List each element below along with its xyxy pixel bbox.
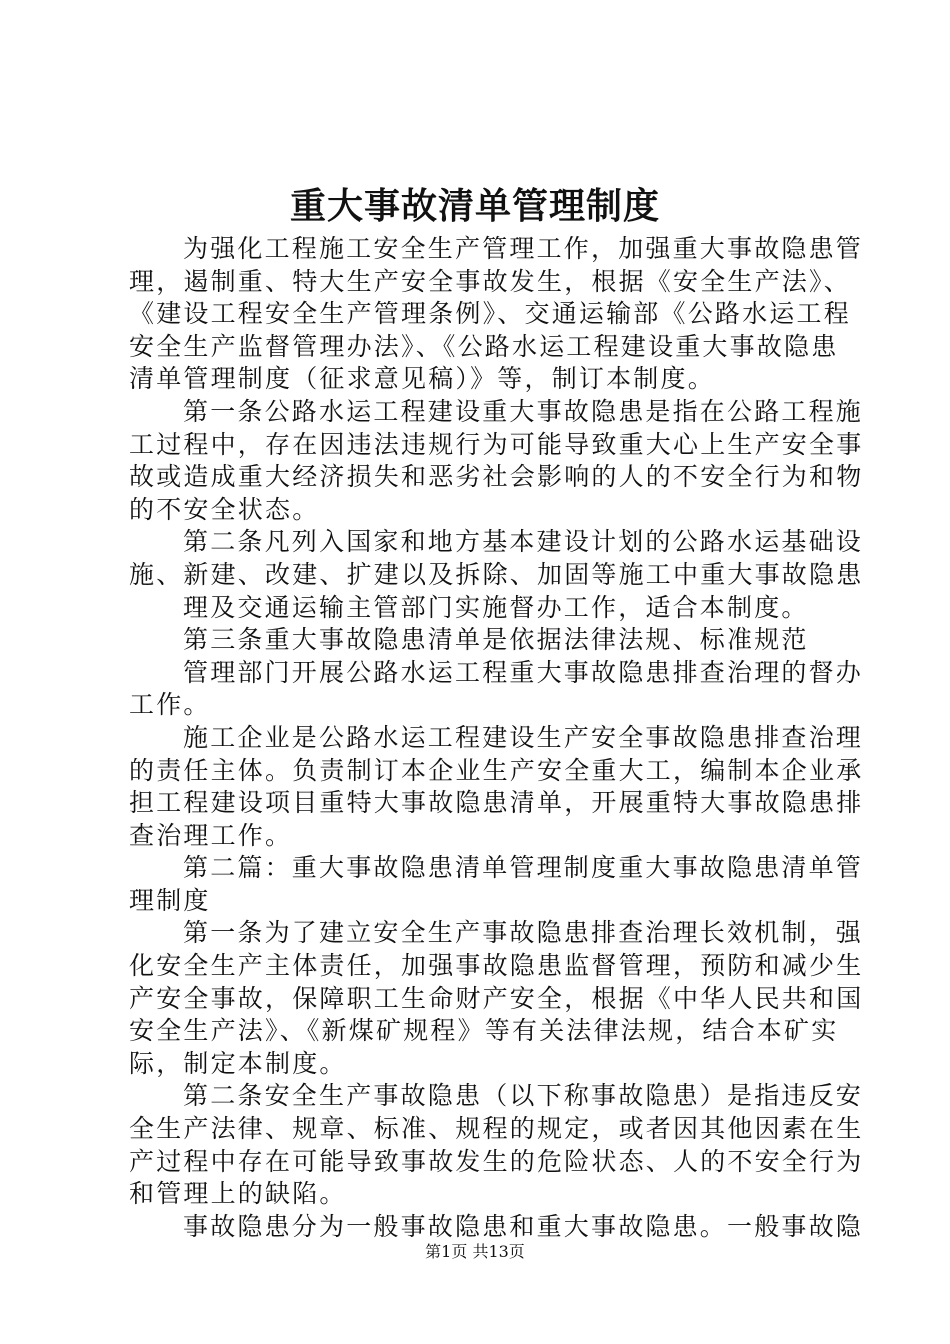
- text-line: 和管理上的缺陷。: [129, 1179, 347, 1209]
- document-title: 重大事故清单管理制度: [289, 186, 660, 227]
- text-line: 第三条重大事故隐患清单是依据法律法规、标准规范: [183, 625, 809, 655]
- text-line: 际，制定本制度。: [129, 1048, 347, 1078]
- text-line: 第二条凡列入国家和地方基本建设计划的公路水运基础设: [183, 527, 864, 557]
- text-line: 担工程建设项目重特大事故隐患清单，开展重特大事故隐患排: [129, 788, 864, 818]
- text-line: 查治理工作。: [129, 820, 293, 850]
- text-line: 第一条公路水运工程建设重大事故隐患是指在公路工程施: [183, 396, 864, 426]
- text-line: 清单管理制度（征求意见稿）》等，制订本制度。: [129, 364, 715, 394]
- text-line: 管理部门开展公路水运工程重大事故隐患排查治理的督办: [183, 657, 864, 687]
- text-line: 《建设工程安全生产管理条例》、交通运输部《公路水运工程: [129, 299, 851, 329]
- text-line: 第二篇：重大事故隐患清单管理制度重大事故隐患清单管: [183, 853, 864, 883]
- text-line: 故或造成重大经济损失和恶劣社会影响的人的不安全行为和物: [129, 462, 864, 492]
- text-line: 的不安全状态。: [129, 494, 320, 524]
- text-line: 第二条安全生产事故隐患（以下称事故隐患）是指违反安: [183, 1081, 864, 1111]
- text-line: 为强化工程施工安全生产管理工作，加强重大事故隐患管: [183, 234, 864, 263]
- page-footer: 第1页 共13页: [425, 1242, 525, 1261]
- text-line: 理制度: [129, 885, 211, 915]
- text-line: 工作。: [129, 690, 211, 720]
- text-line: 化安全生产主体责任，加强事故隐患监督管理，预防和减少生: [129, 951, 864, 981]
- text-line: 安全生产监督管理办法》、《公路水运工程建设重大事故隐患: [129, 331, 839, 361]
- text-line: 安全生产法》、《新煤矿规程》等有关法律法规，结合本矿实: [129, 1016, 839, 1046]
- text-line: 全生产法律、规章、标准、规程的规定，或者因其他因素在生: [129, 1114, 864, 1144]
- text-line: 产安全事故，保障职工生命财产安全，根据《中华人民共和国: [129, 983, 864, 1013]
- text-line: 产过程中存在可能导致事故发生的危险状态、人的不安全行为: [129, 1146, 864, 1176]
- document-body: [129, 233, 864, 1243]
- text-line: 的责任主体。负责制订本企业生产安全重大工，编制本企业承: [129, 755, 864, 785]
- text-line: 第一条为了建立安全生产事故隐患排查治理长效机制，强: [183, 918, 864, 948]
- text-line: 工过程中，存在因违法违规行为可能导致重大心上生产安全事: [129, 429, 864, 459]
- text-line: 事故隐患分为一般事故隐患和重大事故隐患。一般事故隐: [183, 1211, 864, 1241]
- text-line: 施工企业是公路水运工程建设生产安全事故隐患排查治理: [183, 722, 864, 752]
- text-line: 理及交通运输主管部门实施督办工作，适合本制度。: [183, 592, 809, 622]
- text-line: 施、新建、改建、扩建以及拆除、加固等施工中重大事故隐患: [129, 559, 864, 589]
- text-line: 理，遏制重、特大生产安全事故发生，根据《安全生产法》、: [129, 266, 851, 296]
